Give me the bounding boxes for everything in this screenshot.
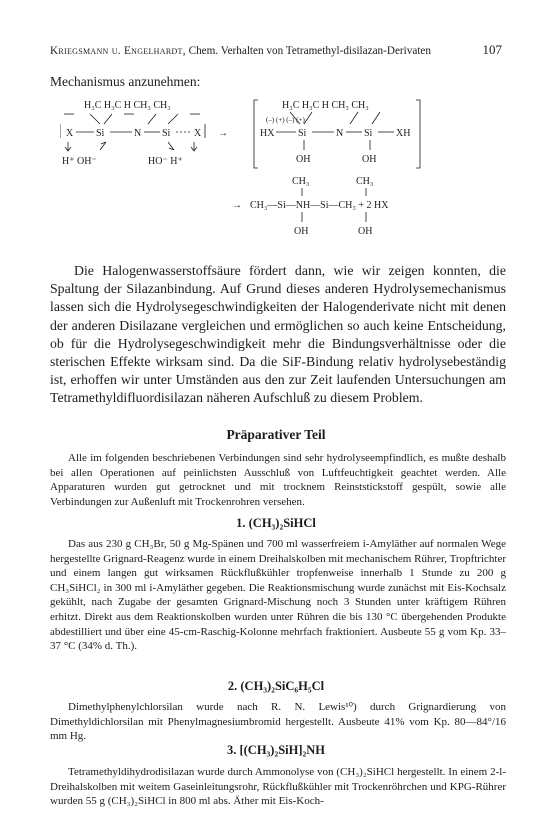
scheme-left-bottom-2: HO⁻ H⁺	[148, 156, 183, 167]
scheme-left-si1: Si	[96, 128, 105, 139]
scheme-left-arrows	[65, 142, 197, 151]
preparative-intro: Alle im folgenden beschriebenen Verbindungen sind sehr hydrolyseempfindlich, es mußte deshalb bei allen Operationen auf peinlichsten Ausschluß von Luftfeuchtigkeit geachtet werden. Alle Apparaturen wurden gut getrocknet und mit trocknem Reinststickstoff gespült, sowie alle Verbindungen zur Außenluft mit Trockenrohren versehen.	[50, 452, 506, 508]
scheme-right-oh1: OH	[296, 154, 311, 165]
running-head-title: Chem. Verhalten von Tetramethyl-disilazan-Derivaten	[188, 45, 431, 57]
scheme-arrow-1: →	[218, 128, 228, 139]
scheme-left-top: H₃C H₃C H CH₃ CH₃	[84, 100, 171, 111]
scheme-right-n: N	[336, 128, 344, 139]
scheme-arrow-2: →	[232, 200, 242, 211]
scheme-right-hx: HX	[260, 128, 275, 139]
scheme-bracket-left	[254, 100, 258, 168]
discussion-paragraph: Die Halogenwasserstoffsäure fördert dann, wie wir zeigen konnten, die Spaltung der Silazanbindung. Auf Grund dieses anderen Hydrolysemechanismus lassen sich die Hydrolysegeschwindigkeiten der Halogenderivate nicht mit denen der anderen Disilazane vergleichen und ermöglichen so auch keine Entscheidung, ob für die Hydrolysegeschwindigkeit mehr die Bindungsverhältnisse oder die sterischen Effekte wirksam sind. Da die SiF-Bindung relativ hydrolysebeständig ist, erhoffen wir unter Umständen aus den zur Zeit laufenden Untersuchungen am Tetramethyldifluordisilazan näheren Aufschluß zu diesem Problem.	[50, 263, 506, 406]
scheme-left-si2: Si	[162, 128, 171, 139]
scheme-right-xh: XH	[396, 128, 411, 139]
scheme-left-bonds-top	[90, 114, 178, 124]
compound-2-heading: 2. (CH₃)₂SiC₆H₅Cl	[227, 679, 325, 693]
scheme-right-oh2: OH	[362, 154, 377, 165]
scheme-product-ch3-top2: CH₃	[356, 176, 374, 187]
scheme-product-oh2: OH	[358, 226, 373, 237]
scheme-product-ch3-top1: CH₃	[292, 176, 310, 187]
scheme-left-bottom-1: H⁺ OH⁻	[62, 156, 97, 167]
compound-3-text: Tetramethyldihydrodisilazan wurde durch Ammonolyse von (CH₃)₂SiHCl hergestellt. In einem 2-l-Dreihalskolben mit weitem Gaseinleitungsrohr, Rückflußkühler mit Trockenröhrchen und KPG-Rührer wurden 55 g (CH₃)₂SiHCl in 800 ml abs. Äther mit Eis-Koch-	[50, 766, 506, 808]
page-number: 107	[482, 42, 502, 57]
compound-2-text: Dimethylphenylchlorsilan wurde nach R. N. Lewis¹⁰) durch Grignardierung von Dimethyldichlorsilan mit Phenylmagnesiumbromid hergestellt. Ausbeute 41% vom Kp. 80—84°/16 mm Hg.	[50, 701, 506, 743]
scheme-left-n: N	[134, 128, 142, 139]
running-head-authors: Kriegsmann u. Engelhardt,	[50, 45, 186, 57]
scheme-product-main: CH₃—Si—NH—Si—CH₃ + 2 HX	[250, 200, 389, 211]
scheme-bracket-right	[416, 100, 420, 168]
compound-3-heading: 3. [(CH₃)₂SiH]₂NH	[226, 743, 326, 757]
scheme-right-charges: (–) (+) (–) (+)	[266, 116, 305, 124]
scheme-right-top: H₃C H₃C H CH₃ CH₃	[282, 100, 369, 111]
compound-1-text: Das aus 230 g CH₃Br, 50 g Mg-Spänen und 700 ml wasserfreiem i-Amyläther auf normalen Wege hergestellte Grignard-Reagenz wurde in einem Dreihalskolben mit mechanischem Rührer, Tropftrichter und einem langen gut wirksamen Rückflußkühler tropfenweise innerhalb 1 Stunde zu 200 g CH₃SiHCl₂ in 300 ml i-Amyläther gegeben. Die Reaktionsmischung wurde zunächst mit Eis-Kochsalz gekühlt, nach Zugabe der gesamten Grignard-Mischung noch 3 Stunden unter kräftigem Rühren erhitzt. Direkt aus dem Reaktionskolben wurden unter Rühren die bis 130 °C übergehenden Produkte abdestilliert und über eine 45-cm-Raschig-Kolonne mehrfach fraktioniert. Ausbeute 55 g vom Kp. 33–37 °C (34% d. Th.).	[50, 538, 506, 653]
reaction-scheme	[60, 94, 500, 252]
scheme-right-si2: Si	[364, 128, 373, 139]
scheme-right-si1: Si	[298, 128, 307, 139]
running-head-text	[50, 45, 431, 57]
running-head	[50, 42, 502, 58]
scheme-left-x2: X	[194, 128, 202, 139]
section-title: Präparativer Teil	[226, 427, 326, 442]
mechanism-intro: Mechanismus anzunehmen:	[50, 74, 201, 89]
scheme-left-x1: X	[66, 128, 74, 139]
compound-1-heading: 1. (CH₃)₂SiHCl	[236, 516, 316, 530]
scheme-product-oh1: OH	[294, 226, 309, 237]
